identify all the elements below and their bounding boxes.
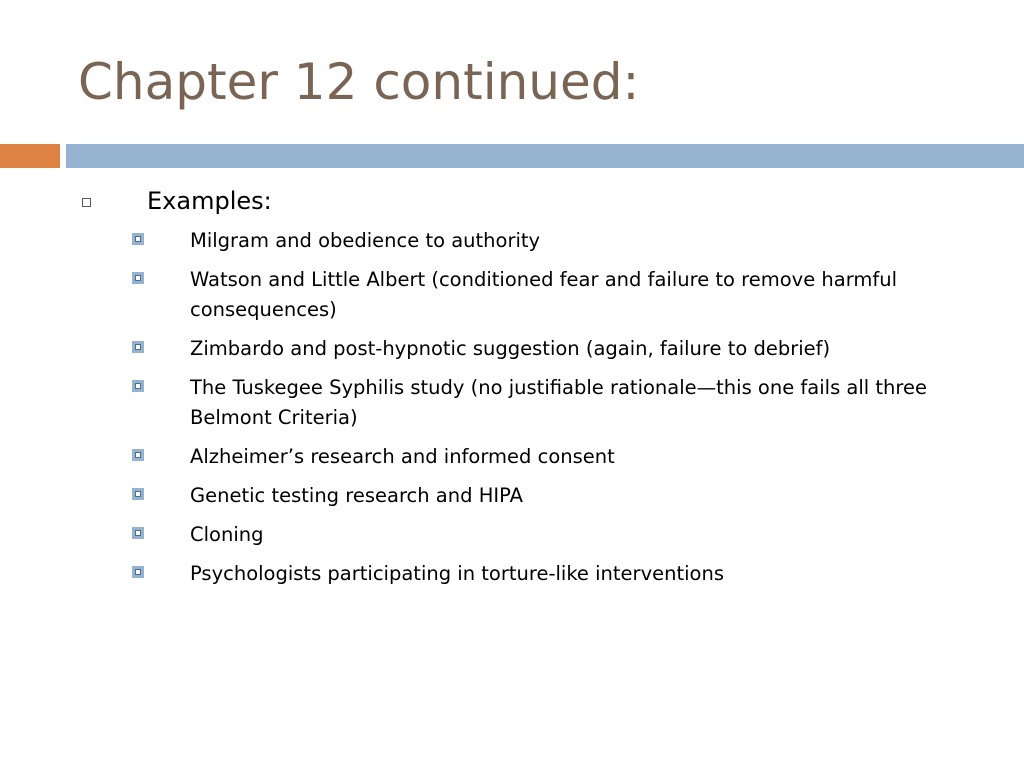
framed-square-icon bbox=[132, 449, 144, 461]
list-item bbox=[0, 442, 1024, 472]
list-item-text: The Tuskegee Syphilis study (no justifiable rationale—this one fails all three Belmont Criteria) bbox=[190, 376, 927, 429]
list-item bbox=[0, 520, 1024, 550]
list-item bbox=[0, 265, 1024, 325]
list-item-text: Zimbardo and post-hypnotic suggestion (again, failure to debrief) bbox=[190, 337, 831, 360]
accent-bar-blue bbox=[66, 144, 1024, 168]
bullet-heading-label: Examples: bbox=[147, 187, 272, 215]
framed-square-icon bbox=[132, 527, 144, 539]
framed-square-icon bbox=[132, 488, 144, 500]
slide-title: Chapter 12 continued: bbox=[78, 53, 640, 111]
list-item-text: Genetic testing research and HIPA bbox=[190, 484, 523, 507]
list-item-text: Cloning bbox=[190, 523, 264, 546]
hollow-square-icon bbox=[82, 198, 91, 207]
framed-square-icon bbox=[132, 233, 144, 245]
list-item bbox=[0, 226, 1024, 256]
bullet-heading bbox=[0, 182, 1024, 226]
list-item bbox=[0, 334, 1024, 364]
list-item-text: Psychologists participating in torture-like interventions bbox=[190, 562, 724, 585]
framed-square-icon bbox=[132, 380, 144, 392]
list-item bbox=[0, 481, 1024, 511]
list-item-text: Alzheimer’s research and informed consent bbox=[190, 445, 615, 468]
slide-content bbox=[0, 182, 1024, 598]
list-item-text: Milgram and obedience to authority bbox=[190, 229, 541, 252]
accent-bar-orange bbox=[0, 144, 60, 168]
framed-square-icon bbox=[132, 566, 144, 578]
framed-square-icon bbox=[132, 341, 144, 353]
list-item-text: Watson and Little Albert (conditioned fear and failure to remove harmful consequences) bbox=[190, 268, 898, 321]
list-item bbox=[0, 373, 1024, 433]
list-item bbox=[0, 559, 1024, 589]
framed-square-icon bbox=[132, 272, 144, 284]
